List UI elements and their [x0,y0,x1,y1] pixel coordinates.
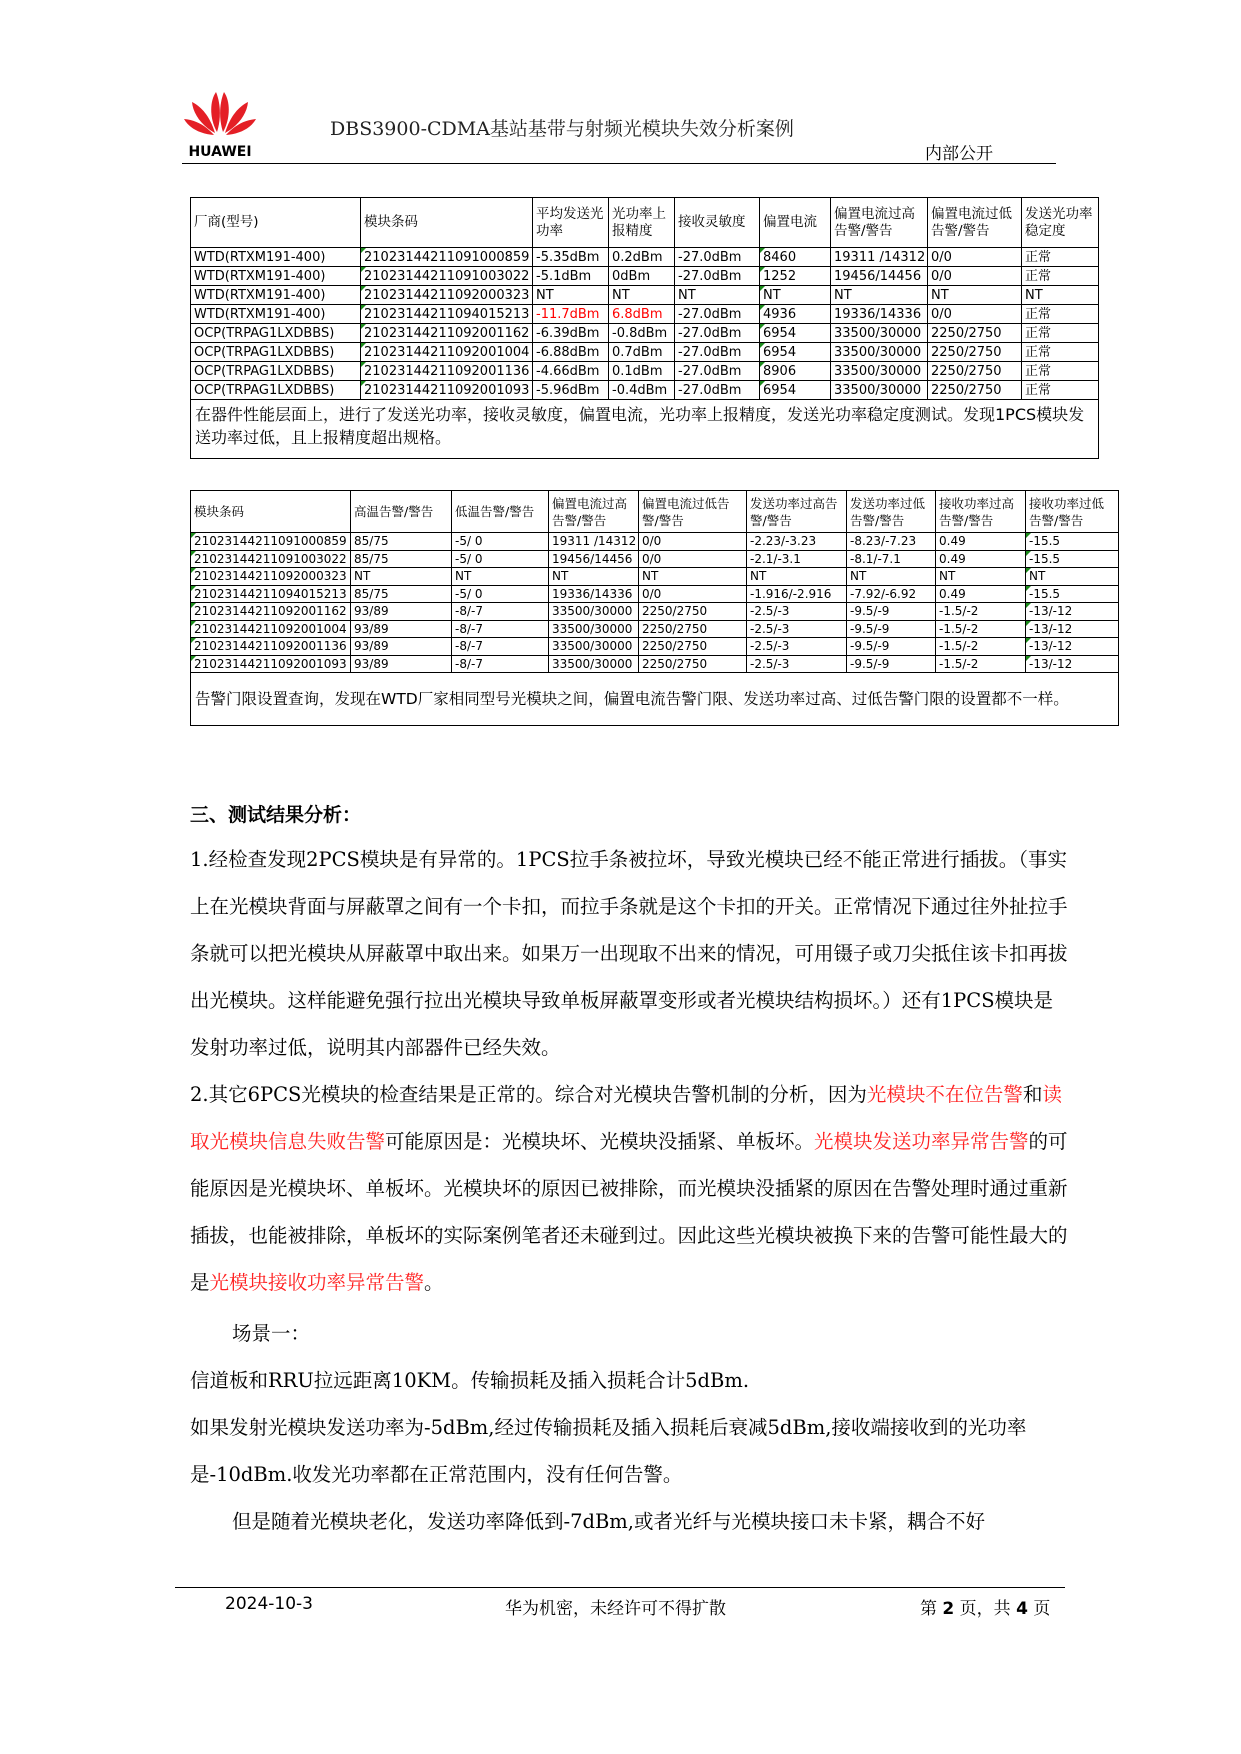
table-cell: OCP(TRPAG1LXDBBS) [191,324,361,343]
table-row [191,286,1099,305]
table-cell: 2250/2750 [639,655,747,673]
table-cell: -9.5/-9 [847,620,936,638]
table-cell: 0/0 [639,585,747,603]
table-row [191,267,1099,286]
table-cell: 33500/30000 [549,655,639,673]
table-row [191,655,1119,673]
table-cell: -13/-12 [1026,638,1119,656]
table-cell: 2250/2750 [639,638,747,656]
table-cell: 6954 [760,324,831,343]
table-cell: 0.2dBm [609,248,675,267]
table-cell: 0.49 [936,533,1026,551]
table-cell: NT [549,568,639,586]
table-cell: 21023144211092000323 [191,568,351,586]
table-cell: -8/-7 [452,620,549,638]
table-cell: NT [747,568,847,586]
table-cell: -5.96dBm [533,381,609,400]
table-cell: WTD(RTXM191-400) [191,305,361,324]
table-cell: 0/0 [639,533,747,551]
table-cell: -8/-7 [452,638,549,656]
table-cell: 21023144211092000323 [361,286,533,305]
table-cell: NT [351,568,452,586]
column-header: 偏置电流过低告警/警告 [639,491,747,533]
table-cell: -5.35dBm [533,248,609,267]
table-cell: 19336/14336 [549,585,639,603]
table-cell: -1.5/-2 [936,655,1026,673]
table-cell: -8.1/-7.1 [847,550,936,568]
table-cell: 2250/2750 [639,620,747,638]
paragraph-4: 如果发射光模块发送功率为-5dBm,经过传输损耗及插入损耗后衰减5dBm,接收端接收到的光功率是-10dBm.收发光功率都在正常范围内，没有任何告警。 [190,1416,1027,1486]
text-run: 可能原因是：光模块坏、光模块没插紧、单板坏。 [385,1130,815,1153]
table-cell: 0/0 [928,267,1022,286]
table-cell: NT [675,286,760,305]
column-header: 低温告警/警告 [452,491,549,533]
table-cell: -2.23/-3.23 [747,533,847,551]
table-header-row [191,491,1119,533]
table-cell: -7.92/-6.92 [847,585,936,603]
column-header: 发送功率过低告警/警告 [847,491,936,533]
highlight-run: 读取光模块信息失败告警 [190,1083,1062,1153]
table-row [191,620,1119,638]
table-cell: 正常 [1022,381,1099,400]
footer-date: 2024-10-3 [225,1594,313,1614]
table-cell: 21023144211094015213 [191,585,351,603]
table-cell: -1.5/-2 [936,603,1026,621]
table-cell: 21023144211092001136 [191,638,351,656]
table-cell: -0.8dBm [609,324,675,343]
table-cell: 4936 [760,305,831,324]
table-cell: -6.88dBm [533,343,609,362]
table-cell: -8.23/-7.23 [847,533,936,551]
current-page: 2 [942,1599,955,1619]
table-cell: -2.1/-3.1 [747,550,847,568]
column-header: 偏置电流过高告警/警告 [831,198,928,248]
paragraph-5: 但是随着光模块老化，发送功率降低到-7dBm,或者光纤与光模块接口未卡紧，耦合不好 [232,1510,985,1533]
column-header: 平均发送光功率 [533,198,609,248]
table-cell: 93/89 [351,603,452,621]
column-header: 接收功率过低告警/警告 [1026,491,1119,533]
table-note: 告警门限设置查询，发现在WTD厂家相同型号光模块之间，偏置电流告警门限、发送功率过高、过低告警门限的设置都不一样。 [191,673,1119,726]
table-cell: NT [639,568,747,586]
table-cell: WTD(RTXM191-400) [191,248,361,267]
text-run: 页 [1033,1599,1051,1619]
document-title: DBS3900-CDMA基站基带与射频光模块失效分析案例 [330,118,794,140]
table-cell: NT [928,286,1022,305]
table-row [191,585,1119,603]
table-cell: 21023144211094015213 [361,305,533,324]
table-cell: 正常 [1022,267,1099,286]
table-cell: WTD(RTXM191-400) [191,286,361,305]
column-header: 模块条码 [361,198,533,248]
table-cell: -2.5/-3 [747,620,847,638]
table-row [191,362,1099,381]
table-cell: 正常 [1022,324,1099,343]
logo-text: HUAWEI [188,144,252,160]
table-cell: -1.5/-2 [936,638,1026,656]
footer-confidential: 华为机密，未经许可不得扩散 [505,1599,726,1619]
table-cell: 0.49 [936,550,1026,568]
table-cell: WTD(RTXM191-400) [191,267,361,286]
scene-label: 场景一： [232,1322,311,1345]
table-cell: -9.5/-9 [847,603,936,621]
section-heading: 三、测试结果分析： [190,804,362,826]
text-run: 第 [920,1599,937,1619]
table-cell: 85/75 [351,585,452,603]
table-cell: 85/75 [351,533,452,551]
table-note: 在器件性能层面上，进行了发送光功率，接收灵敏度，偏置电流，光功率上报精度，发送光功率稳定度测试。发现1PCS模块发送功率过低，且上报精度超出规格。 [191,400,1099,459]
table-cell: OCP(TRPAG1LXDBBS) [191,362,361,381]
table-cell: 正常 [1022,305,1099,324]
table-cell: -9.5/-9 [847,655,936,673]
table-cell: 6954 [760,381,831,400]
table-cell: -13/-12 [1026,655,1119,673]
table-row [191,603,1119,621]
table-cell: NT [760,286,831,305]
table-cell: 0/0 [928,248,1022,267]
table-cell: 21023144211092001004 [361,343,533,362]
table-cell: 21023144211091003022 [191,550,351,568]
table-cell: -0.4dBm [609,381,675,400]
table-row [191,533,1119,551]
highlight-run: 光模块不在位告警 [866,1083,1023,1106]
table-cell: 21023144211091000859 [361,248,533,267]
table-cell: -2.5/-3 [747,655,847,673]
table-cell: 21023144211092001004 [191,620,351,638]
table-cell: 33500/30000 [549,638,639,656]
column-header: 模块条码 [191,491,351,533]
paragraph-3: 信道板和RRU拉远距离10KM。传输损耗及插入损耗合计5dBm. [190,1369,750,1392]
table-row [191,324,1099,343]
table-cell: -4.66dBm [533,362,609,381]
column-header: 接收灵敏度 [675,198,760,248]
table-cell: -13/-12 [1026,620,1119,638]
table-cell: -15.5 [1026,550,1119,568]
column-header: 光功率上报精度 [609,198,675,248]
table-cell: NT [847,568,936,586]
table-cell: 19311 /14312 [831,248,928,267]
table-row [191,381,1099,400]
table-row [191,343,1099,362]
table-cell: 8460 [760,248,831,267]
table-cell: 正常 [1022,343,1099,362]
table-row [191,248,1099,267]
table-cell: -27.0dBm [675,343,760,362]
text-run: 和 [1022,1083,1043,1106]
table-cell: 21023144211091000859 [191,533,351,551]
table-cell: 0dBm [609,267,675,286]
table-cell: -6.39dBm [533,324,609,343]
table-cell: 21023144211092001093 [361,381,533,400]
table-cell: -11.7dBm [533,305,609,324]
column-header: 厂商(型号) [191,198,361,248]
table-cell: 2250/2750 [639,603,747,621]
table-cell: 2250/2750 [928,324,1022,343]
table-cell: 21023144211091003022 [361,267,533,286]
table-note-row [191,673,1119,726]
table-cell: NT [936,568,1026,586]
table-cell: 85/75 [351,550,452,568]
column-header: 发送功率过高告警/警告 [747,491,847,533]
column-header: 发送光功率稳定度 [1022,198,1099,248]
table-cell: NT [831,286,928,305]
table-cell: -5/ 0 [452,550,549,568]
table-cell: -15.5 [1026,585,1119,603]
table-cell: -5.1dBm [533,267,609,286]
table-cell: -27.0dBm [675,381,760,400]
table-cell: 正常 [1022,248,1099,267]
table-cell: 19336/14336 [831,305,928,324]
table-cell: NT [1022,286,1099,305]
table-cell: 21023144211092001162 [191,603,351,621]
text-run: 2.其它6PCS光模块的检查结果是正常的。综合对光模块告警机制的分析，因为 [190,1083,867,1106]
table-cell: 93/89 [351,655,452,673]
table-cell: -9.5/-9 [847,638,936,656]
table-cell: 0.1dBm [609,362,675,381]
column-header: 偏置电流过低告警/警告 [928,198,1022,248]
table-cell: 33500/30000 [831,343,928,362]
table-cell: OCP(TRPAG1LXDBBS) [191,381,361,400]
table-cell: 93/89 [351,620,452,638]
classification-label: 内部公开 [925,144,993,164]
table-cell: -27.0dBm [675,324,760,343]
table-cell: 33500/30000 [831,381,928,400]
table-row [191,638,1119,656]
text-run: 。 [424,1271,444,1294]
table-cell: 19456/14456 [549,550,639,568]
table-cell: -27.0dBm [675,267,760,286]
table-cell: 19311 /14312 [549,533,639,551]
table-cell: 8906 [760,362,831,381]
column-header: 偏置电流过高告警/警告 [549,491,639,533]
table-cell: NT [1026,568,1119,586]
table-cell: 1252 [760,267,831,286]
table-cell: -27.0dBm [675,305,760,324]
module-performance-table [190,197,1099,459]
header-divider [182,163,1056,164]
table-cell: -5/ 0 [452,533,549,551]
table-cell: 33500/30000 [549,603,639,621]
table-cell: 19456/14456 [831,267,928,286]
table-note-row [191,400,1099,459]
column-header: 高温告警/警告 [351,491,452,533]
table-cell: -13/-12 [1026,603,1119,621]
highlight-run: 光模块发送功率异常告警 [814,1130,1029,1153]
table-cell: 21023144211092001162 [361,324,533,343]
table-header-row [191,198,1099,248]
table-row [191,568,1119,586]
huawei-logo [178,88,262,160]
table-cell: -27.0dBm [675,362,760,381]
table-cell: 0.49 [936,585,1026,603]
table-cell: -8/-7 [452,655,549,673]
table-cell: 2250/2750 [928,362,1022,381]
table-cell: 6954 [760,343,831,362]
text-run: 页，共 [959,1599,1011,1619]
table-cell: 正常 [1022,362,1099,381]
table-cell: 2250/2750 [928,343,1022,362]
table-cell: 33500/30000 [549,620,639,638]
footer-divider [175,1587,1065,1588]
table-cell: 21023144211092001093 [191,655,351,673]
table-cell: -8/-7 [452,603,549,621]
table-cell: -1.916/-2.916 [747,585,847,603]
table-cell: -1.5/-2 [936,620,1026,638]
text-run: 的可能原因是光模块坏、单板坏。光模块坏的原因已被排除，而光模块没插紧的原因在告警处理时通过重新插拔，也能被排除，单板坏的实际案例笔者还未碰到过。因此这些光模块被换下来的告警可能性最大的是 [190,1130,1068,1294]
table-cell: -15.5 [1026,533,1119,551]
table-cell: NT [609,286,675,305]
table-cell: 33500/30000 [831,324,928,343]
paragraph-1: 1.经检查发现2PCS模块是有异常的。1PCS拉手条被拉坏，导致光模块已经不能正常进行插拔。（事实上在光模块背面与屏蔽罩之间有一个卡扣，而拉手条就是这个卡扣的开关。正常情况下通过往外扯拉手条就可以把光模块从屏蔽罩中取出来。如果万一出现取不出来的情况，可用镊子或刀尖抵住该卡扣再拔出光模块。这样能避免强行拉出光模块导致单板屏蔽罩变形或者光模块结构损坏。）还有1PCS模块是发射功率过低，说明其内部器件已经失效。 [190,848,1068,1059]
paragraph-2 [190,1071,1070,1306]
table-row [191,305,1099,324]
highlight-run: 光模块接收功率异常告警 [209,1271,425,1294]
total-pages: 4 [1016,1599,1028,1619]
table-cell: -27.0dBm [675,248,760,267]
table-cell: NT [533,286,609,305]
table-cell: 93/89 [351,638,452,656]
table-row [191,550,1119,568]
table-cell: 21023144211092001136 [361,362,533,381]
table-cell: 0/0 [928,305,1022,324]
table-cell: NT [452,568,549,586]
table-cell: 0.7dBm [609,343,675,362]
alarm-threshold-table [190,490,1119,726]
table-cell: 0/0 [639,550,747,568]
table-cell: OCP(TRPAG1LXDBBS) [191,343,361,362]
table-cell: -5/ 0 [452,585,549,603]
table-cell: 2250/2750 [928,381,1022,400]
table-cell: -2.5/-3 [747,638,847,656]
page-number [920,1594,1050,1619]
table-cell: 33500/30000 [831,362,928,381]
column-header: 偏置电流 [760,198,831,248]
table-cell: 6.8dBm [609,305,675,324]
column-header: 接收功率过高告警/警告 [936,491,1026,533]
table-cell: -2.5/-3 [747,603,847,621]
